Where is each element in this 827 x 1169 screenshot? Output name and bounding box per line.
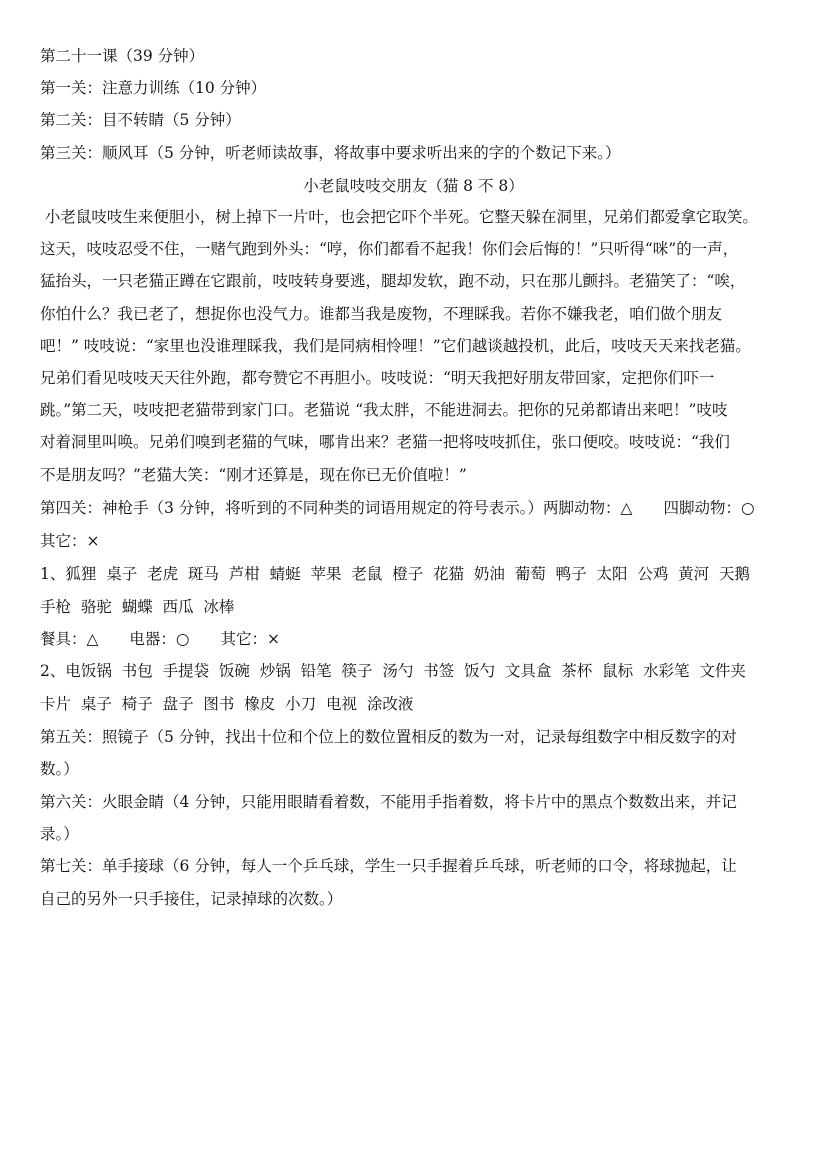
story-line: 猛抬头，一只老猫正蹲在它跟前，吱吱转身要逃，腿却发软，跑不动，只在那儿颤抖。老猫笑了：“唉， <box>40 272 746 290</box>
word-list-1-cont: 手枪 骆驼 蝴蝶 西瓜 冰棒 <box>40 598 235 616</box>
level-5-line: 第五关：照镜子（5 分钟，找出十位和个位上的数位置相反的数为一对，记录每组数字中相反数字的对 <box>40 728 737 746</box>
level-4-line: 第四关：神枪手（3 分钟，将听到的不同种类的词语用规定的符号表示。）两脚动物：△ 四脚动物：○ <box>40 499 755 517</box>
story-line: 跳。”第二天，吱吱把老猫带到家门口。老猫说 “我太胖，不能进洞去。把你的兄弟都请出来吧！”吱吱 <box>40 401 728 419</box>
level-3-line: 第三关：顺风耳（5 分钟，听老师读故事，将故事中要求听出来的字的个数记下来。） <box>40 144 621 162</box>
level-2-line: 第二关：目不转睛（5 分钟） <box>40 111 241 129</box>
level-7-cont: 自己的另外一只手接住，记录掉球的次数。） <box>40 890 343 908</box>
story-line: 兄弟们看见吱吱天天往外跑，都夸赞它不再胆小。吱吱说：“明天我把好朋友带回家，定把你们吓一 <box>40 369 715 387</box>
level-7-line: 第七关：单手接球（6 分钟，每人一个乒乓球，学生一只手握着乒乓球，听老师的口令，将球抛起，让 <box>40 857 737 875</box>
story-title: 小老鼠吱吱交朋友（猫 8 不 8） <box>303 177 524 195</box>
level-4-other: 其它：× <box>40 532 100 550</box>
story-line: 这天，吱吱忍受不住，一赌气跑到外头：“哼，你们都看不起我！你们会后悔的！”只听得“咪”的一声， <box>40 240 739 258</box>
lesson-heading: 第二十一课（39 分钟） <box>40 47 205 65</box>
word-list-2-cont: 卡片 桌子 椅子 盘子 图书 橡皮 小刀 电视 涂改液 <box>40 695 414 713</box>
story-line: 小老鼠吱吱生来便胆小，树上掉下一片叶，也会把它吓个半死。它整天躲在洞里，兄弟们都爱拿它取笑。 <box>40 208 758 226</box>
level-1-line: 第一关：注意力训练（10 分钟） <box>40 79 267 97</box>
level-5-cont: 数。） <box>40 760 79 778</box>
story-line: 你怕什么？我已老了，想捉你也没气力。谁都当我是废物，不理睬我。若你不嫌我老，咱们做个朋友 <box>40 305 723 323</box>
word-list-2: 2、电饭锅 书包 手提袋 饭碗 炒锅 铅笔 筷子 汤勺 书签 饭勺 文具盒 茶杯 鼠标 水彩笔 文件夹 <box>40 662 746 680</box>
category-key: 餐具：△ 电器：○ 其它：× <box>40 630 280 648</box>
level-6-cont: 录。） <box>40 825 79 843</box>
level-6-line: 第六关：火眼金睛（4 分钟，只能用眼睛看着数，不能用手指着数，将卡片中的黑点个数数出来，并记 <box>40 793 737 811</box>
story-line: 吧！” 吱吱说：“家里也没谁理睬我，我们是同病相怜哩！”它们越谈越投机，此后，吱吱天天来找老猫。 <box>40 337 751 355</box>
story-line: 不是朋友吗？”老猫大笑：“刚才还算是，现在你已无价值啦！” <box>40 466 467 484</box>
word-list-1: 1、狐狸 桌子 老虎 斑马 芦柑 蜻蜓 苹果 老鼠 橙子 花猫 奶油 葡萄 鸭子 太阳 公鸡 黄河 天鹅 <box>40 565 751 583</box>
story-line: 对着洞里叫唤。兄弟们嗅到老猫的气味，哪肯出来？老猫一把将吱吱抓住，张口便咬。吱吱说：“我们 <box>40 433 730 451</box>
